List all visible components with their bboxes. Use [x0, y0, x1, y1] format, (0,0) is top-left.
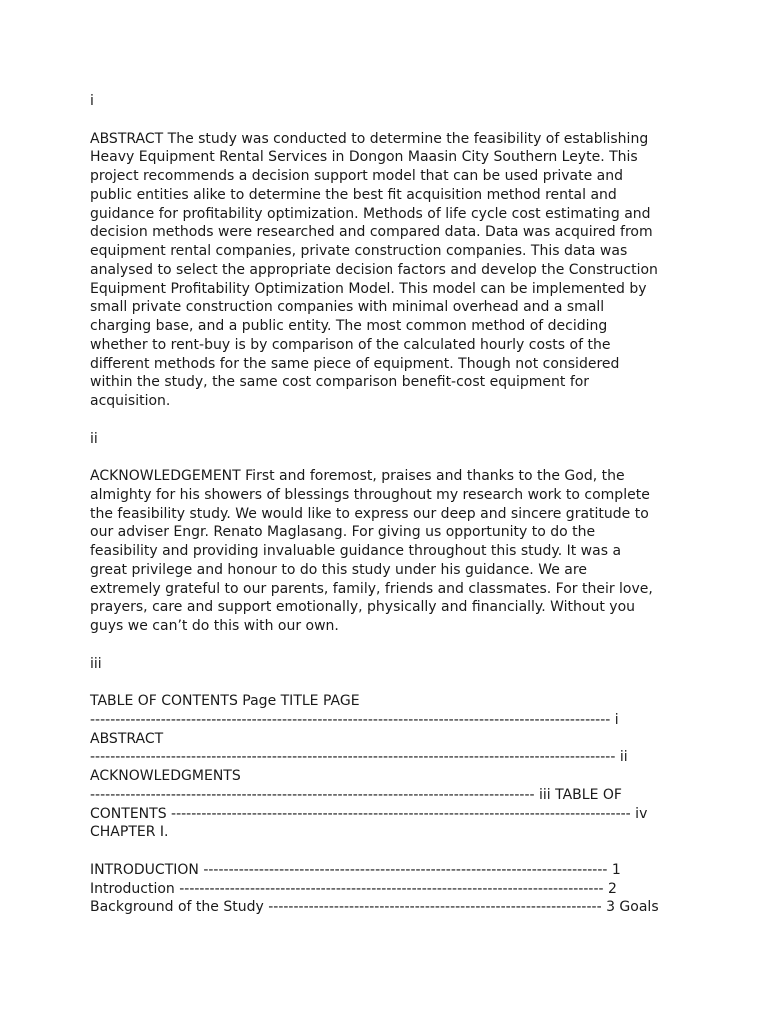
page-number: i: [90, 93, 94, 109]
page-number: iii: [90, 655, 102, 672]
toc-line: ACKNOWLEDGMENTS: [90, 768, 241, 784]
acknowledgement-line: our adviser Engr. Renato Maglasang. For giving us opportunity to do the: [90, 524, 596, 541]
acknowledgement-section: [90, 467, 750, 636]
toc-line: Introduction ------------------------------------------------------------------------------------ 2: [90, 880, 617, 897]
acknowledgement-line: the feasibility study. We would like to express our deep and sincere gratitude to: [90, 505, 649, 522]
toc-line: TABLE OF CONTENTS Page TITLE PAGE: [90, 693, 360, 709]
toc-line: CHAPTER I.: [90, 824, 169, 841]
abstract-line: Heavy Equipment Rental Services in Dongon Maasin City Southern Leyte. This: [90, 149, 638, 166]
abstract-line: Equipment Profitability Optimization Model. This model can be implemented by: [90, 280, 647, 297]
acknowledgement-line: ACKNOWLEDGEMENT First and foremost, praises and thanks to the God, the: [90, 468, 625, 484]
toc-line: ---------------------------------------------------------------------------------------- iii TABLE OF: [90, 786, 622, 803]
abstract-line: project recommends a decision support model that can be used private and: [90, 168, 624, 184]
abstract-line: different methods for the same piece of equipment. Though not considered: [90, 355, 620, 372]
abstract-line: public entities alike to determine the best fit acquisition method rental and: [90, 186, 617, 203]
acknowledgement-line: great privilege and honour to do this study under his guidance. We are: [90, 561, 587, 578]
abstract-line: decision methods were researched and compared data. Data was acquired from: [90, 224, 653, 241]
abstract-line: small private construction companies with minimal overhead and a small: [90, 299, 605, 316]
toc-line: ------------------------------------------------------------------------------------------------------- i: [90, 711, 619, 728]
acknowledgement-line: guys we can’t do this with our own.: [90, 618, 339, 634]
document-page: [90, 92, 750, 917]
page-number: ii: [90, 430, 98, 447]
toc-line: ABSTRACT: [90, 730, 164, 747]
toc-line: -------------------------------------------------------------------------------------------------------- ii: [90, 749, 628, 766]
abstract-line: within the study, the same cost comparison benefit-cost equipment for: [90, 374, 590, 391]
toc-line: CONTENTS ------------------------------------------------------------------------------------------- iv: [90, 805, 648, 822]
acknowledgement-line: feasibility and providing invaluable guidance throughout this study. It was a: [90, 543, 622, 559]
acknowledgement-line: prayers, care and support emotionally, physically and financially. Without you: [90, 599, 636, 616]
abstract-line: acquisition.: [90, 393, 171, 409]
acknowledgement-line: almighty for his showers of blessings throughout my research work to complete: [90, 486, 650, 503]
abstract-line: whether to rent-buy is by comparison of the calculated hourly costs of the: [90, 336, 611, 353]
abstract-line: charging base, and a public entity. The most common method of deciding: [90, 318, 608, 334]
toc-line: INTRODUCTION -------------------------------------------------------------------------------- 1: [90, 861, 621, 878]
table-of-contents: [90, 692, 750, 917]
abstract-line: equipment rental companies, private construction companies. This data was: [90, 243, 628, 259]
toc-line: Background of the Study ------------------------------------------------------------------ 3 Goals: [90, 899, 659, 916]
abstract-line: ABSTRACT The study was conducted to determine the feasibility of establishing: [90, 130, 649, 147]
abstract-line: guidance for profitability optimization. Methods of life cycle cost estimating and: [90, 205, 651, 222]
acknowledgement-line: extremely grateful to our parents, family, friends and classmates. For their love,: [90, 580, 653, 597]
abstract-section: [90, 130, 750, 411]
abstract-line: analysed to select the appropriate decision factors and develop the Construction: [90, 261, 658, 278]
